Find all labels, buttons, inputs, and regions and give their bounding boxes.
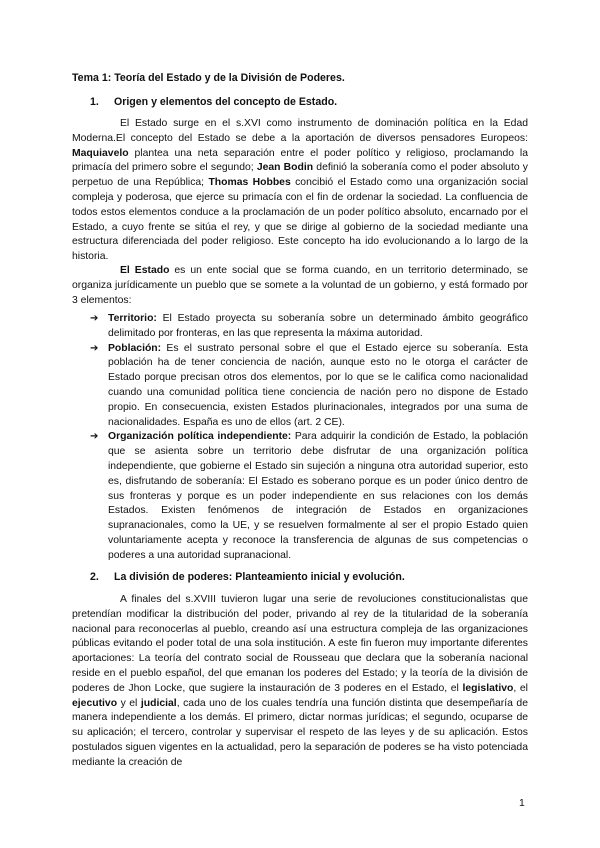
text: concibió el Estado como una organización social compleja y poderosa, que ejerce su primacía con el fin de ordenar la sociedad. La confluencia de todos estos elementos conduce a la proclamación de un poder político absoluto, encarnado por el Estado, a cuyo frente se sitúa el rey, y que se dirige al gobierno de la sociedad mediante una estructura diferenciada del poder religioso. Este concepto ha ido evolucionando a lo largo de la historia. <box>72 177 529 263</box>
bullet-text: El Estado proyecta su soberanía sobre un determinado ámbito geográfico delimitado por fronteras, en las que representa la máxima autoridad. <box>108 313 528 339</box>
section-1-heading <box>72 95 528 110</box>
bold-term: legislativo <box>462 682 514 694</box>
text: plantea una neta separación entre el poder político y religioso, proclamando la primacía del primero sobre el segundo; <box>72 147 528 174</box>
elements-list <box>72 312 528 564</box>
section-title: Origen y elementos del concepto de Estado. <box>114 96 338 108</box>
text: , cada uno de los cuales tendría una función distinta que desempeñaría de manera independiente a los demás. El primero, dictar normas jurídicas; el segundo, ocuparse de su aplicación; el tercero, controlar y supervisar el respeto de las leyes y de su aplicación. Estos postulados siguen vigentes en la actualidad, pero la separación de poderes se ha visto potenciada mediante la creación de <box>72 697 528 768</box>
section-2-heading <box>72 570 528 585</box>
document-title: Tema 1: Teoría del Estado y de la División de Poderes. <box>72 72 345 84</box>
bullet-text: Es el sustrato personal sobre el que el Estado ejerce su soberanía. Esta población ha de tener conciencia de nación, aunque esto no le otorga el carácter de Estado porque precisan otros dos elementos, por lo que se le califica como nacionalidad cuando una comunidad política tiene conciencia de nación pero no dispone de Estado propio. En consecuencia, existen Estados plurinacionales, integrados por una suma de nacionalidades. España es uno de ellos (art. 2 CE). <box>108 342 528 428</box>
bullet-term: Territorio: <box>108 313 157 324</box>
arrow-bullet-icon: ➔ <box>90 431 99 443</box>
bold-term: judicial <box>140 697 177 709</box>
bold-term: El Estado <box>120 265 170 276</box>
paragraph-estado <box>72 264 528 308</box>
page-number: 1 <box>519 798 525 809</box>
bullet-term: Organización política independiente: <box>108 431 292 443</box>
list-item-poblacion <box>72 342 528 431</box>
section-title: La división de poderes: Planteamiento inicial y evolución. <box>114 571 405 583</box>
arrow-bullet-icon: ➔ <box>90 313 99 324</box>
bullet-text: Para adquirir la condición de Estado, la población que se asienta sobre un territorio debe disfrutar de una organización política independiente, que gobierne el Estado sin sujeción a ninguna otra autoridad superior, esto es, disfrutando de soberanía: El Estado es soberano porque es un poder único dentro de sus fronteras y porque es un poder independiente en sus relaciones con los demás Estados. Existen fenómenos de integración de Estados en organizaciones supranacionales, como la UE, y se resuelven formalmente al ser el propio Estado quien voluntariamente acepta y reconoce la transferencia de algunas de sus competencias o poderes a una autoridad supranacional. <box>108 431 528 561</box>
bold-term: Maquiavelo <box>72 147 129 159</box>
bullet-term: Población: <box>108 342 162 354</box>
text: es un ente social que se forma cuando, en un territorio determinado, se organiza jurídicamente un pueblo que se somete a la voluntad de un gobierno, y está formado por 3 elementos: <box>72 265 528 306</box>
bold-term: Thomas Hobbes <box>208 177 291 189</box>
list-item-territorio <box>72 312 528 342</box>
paragraph-division-poderes <box>72 593 528 771</box>
text: definió la soberanía como el poder absoluto y perpetuo de una República; <box>72 162 528 189</box>
text: El Estado surge en el s.XVI como instrumento de dominación política en la Edad Moderna.El concepto del Estado se debe a la aportación de diversos pensadores Europeos: <box>72 118 528 144</box>
text: , el <box>513 682 528 694</box>
bold-term: ejecutivo <box>72 697 118 709</box>
section-number: 1. <box>90 96 99 108</box>
paragraph-origin <box>72 117 528 265</box>
arrow-bullet-icon: ➔ <box>90 342 99 354</box>
list-item-organizacion <box>72 430 528 563</box>
section-number: 2. <box>90 571 99 583</box>
text: A finales del s.XVIII tuvieron lugar una serie de revoluciones constitucionalistas que pretendían modificar la distribución del poder, privando al rey de la titularidad de la soberanía nacional para reconocerlas al pueblo, creando así una estructura compleja de las organizaciones públicas evitando el poder total de una sola institución. A este fin fueron muy importante diferentes aportaciones: La teoría del contrato social de Rousseau que declara que la soberanía nacional reside en el pueblo español, del que emanan los poderes del Estado; y la teoría de la división de poderes de Jhon Locke, que sugiere la instauración de 3 poderes en el Estado, el <box>72 594 528 694</box>
bold-term: Jean Bodin <box>256 162 314 174</box>
text: y el <box>117 697 141 709</box>
